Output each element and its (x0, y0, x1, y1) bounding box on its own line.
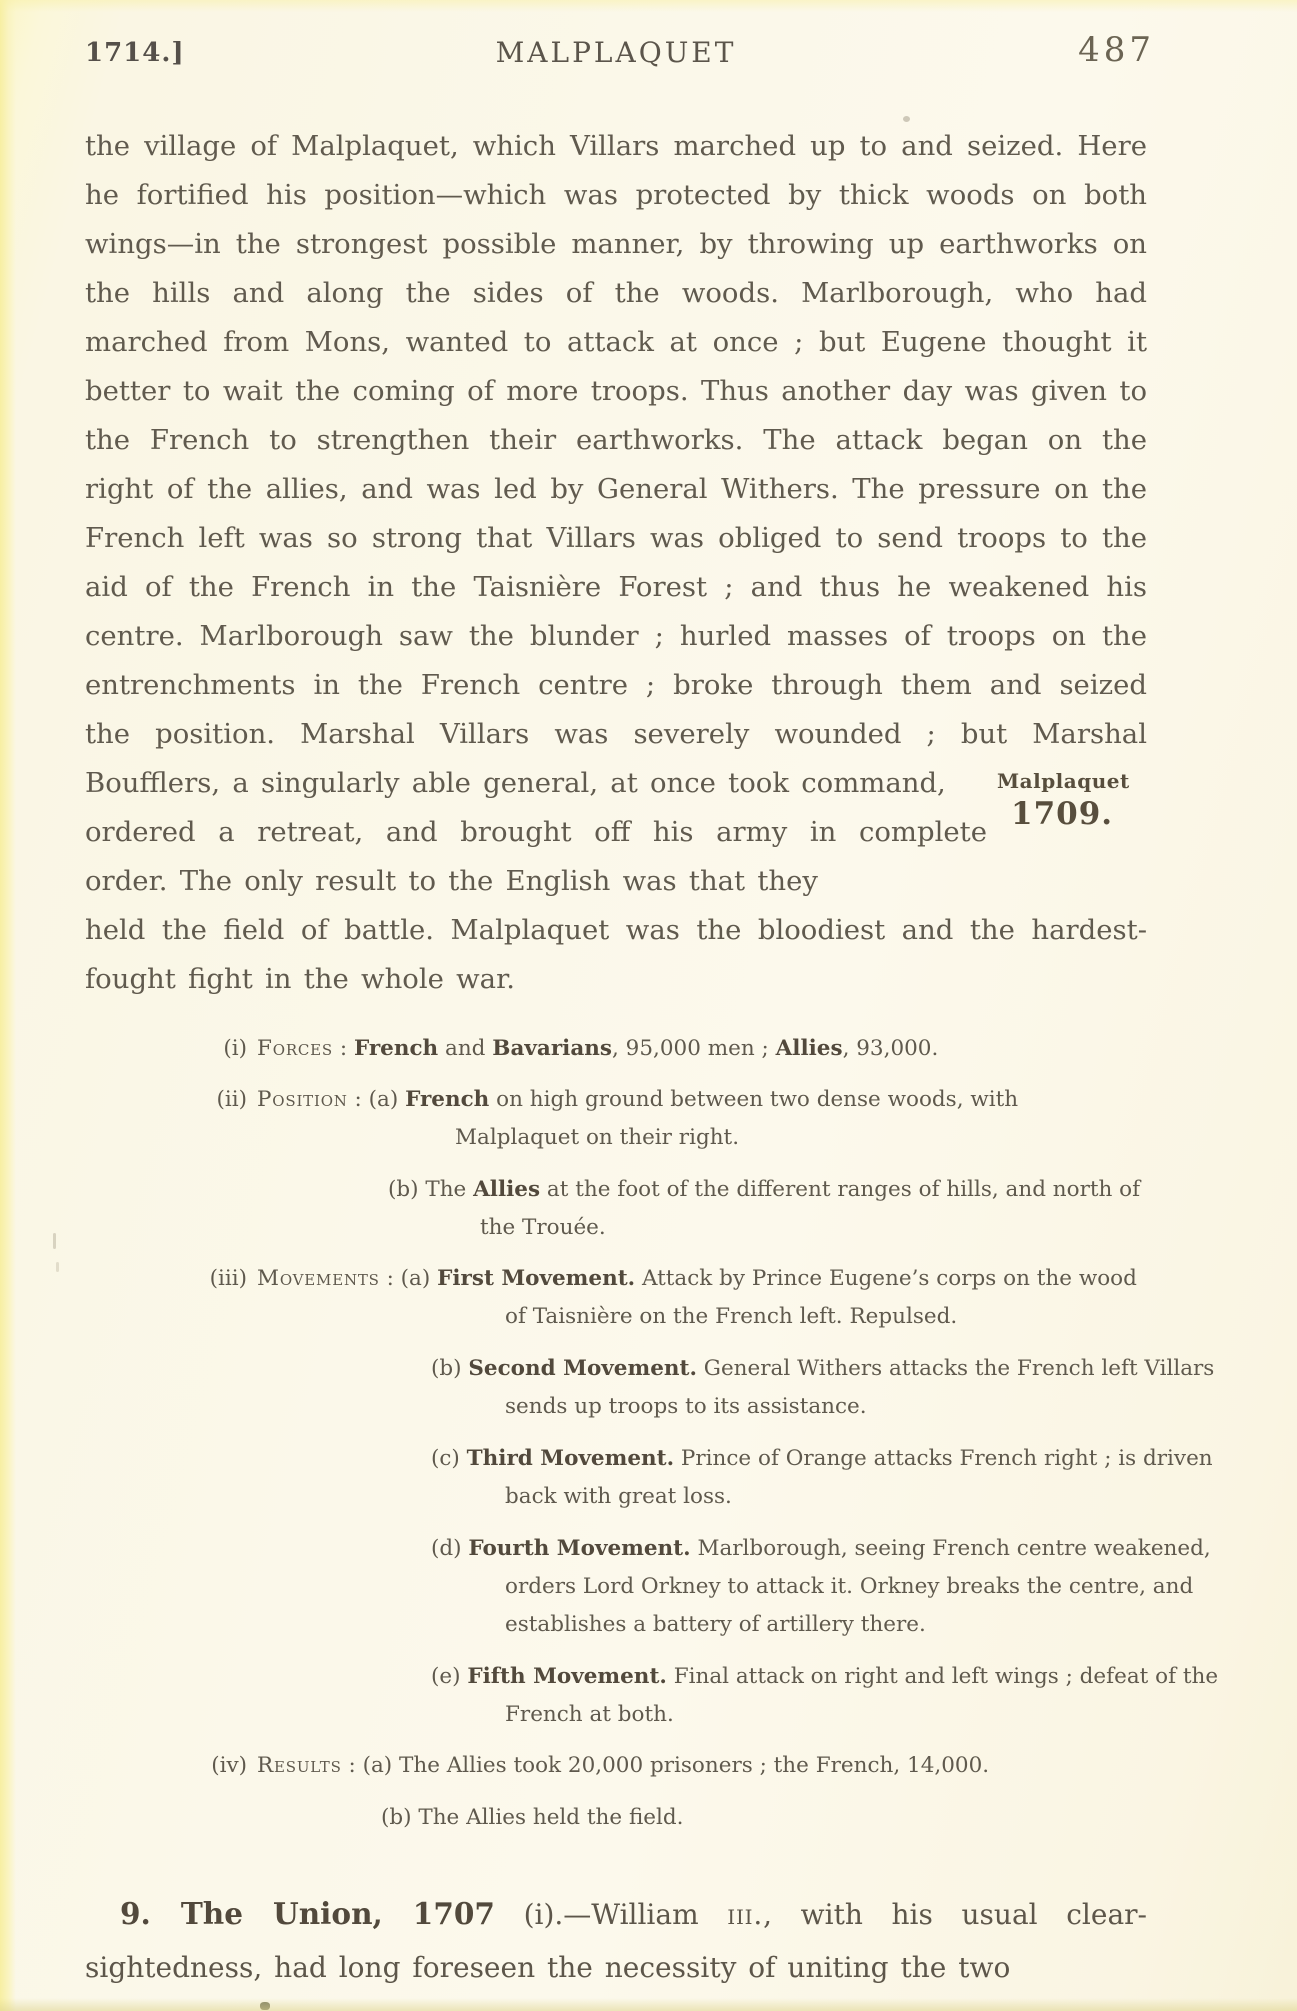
margin-note (997, 770, 1177, 831)
note-position-a (85, 1081, 1147, 1157)
note-movement-fifth: (e) Fifth Movement. Final attack on right and left wings ; defeat of the French at both. (431, 1664, 1219, 1727)
note-position-b: (b) The Allies at the foot of the different ranges of hills, and north of the Trouée. (388, 1177, 1141, 1240)
note-text: Results : (a) The Allies took 20,000 prisoners ; the French, 14,000. (257, 1753, 990, 1778)
note-forces (85, 1030, 1147, 1068)
paragraph-part-b: ordered a retreat, and brought off his army in complete order. The only result to the English was that they (85, 816, 987, 897)
paragraph-part-a: the village of Malplaquet, which Villars marched up to and seized. Here he fortified his position—which was protected by thick woods on both wings—in the strongest possible manner, by throwing up earthworks on the hills and along the sides of the woods. Marlborough, who had marched from Mons, wanted to attack at once ; but Eugene thought it better to wait the coming of more troops. Thus another day was given to the French to strengthen their earthworks. The attack began on the right of the allies, and was led by General Withers. The pressure on the French left was so strong that Villars was obliged to send troops to the aid of the French in the Taisnière Forest ; and thus he weakened his centre. Marlborough saw the blunder ; hurled masses of troops on the entrenchments in the French centre ; broke through them and seized the position. Marshal Villars was severely wounded ; but Marshal Boufflers, a singularly able general, at once took command, (85, 130, 1147, 799)
running-head (85, 30, 1155, 80)
note-roman-numeral: (i) (223, 1036, 247, 1061)
note-movement-fourth: (d) Fourth Movement. Marlborough, seeing French centre weakened, orders Lord Orkney to attack it. Orkney breaks the centre, and establishes a battery of artillery there. (431, 1536, 1211, 1637)
note-results-b: (b) The Allies held the field. (381, 1805, 684, 1830)
note-results-a (85, 1747, 1147, 1785)
margin-note-year: 1709. (1011, 796, 1114, 832)
note-movement-first (85, 1260, 1147, 1336)
section-union-opening: 9. The Union, 1707 (i).—William iii., with his usual clear-sightedness, had long foreseen the necessity of uniting the two (85, 1896, 1147, 1984)
margin-note-title: Malplaquet (997, 769, 1130, 793)
note-text: Forces : French and Bavarians, 95,000 men ; Allies, 93,000. (257, 1036, 939, 1061)
note-roman-numeral: (iv) (211, 1753, 247, 1778)
page-title: MALPLAQUET (495, 36, 737, 69)
paragraph-part-c: held the field of battle. Malplaquet was the bloodiest and the hardest-fought fight in the whole war. (85, 914, 1147, 995)
battle-notes (85, 1030, 1219, 1837)
note-movement-third: (c) Third Movement. Prince of Orange attacks French right ; is driven back with great loss. (431, 1446, 1213, 1509)
page-bottom-edge (0, 1998, 1297, 2011)
note-text: Position : (a) French on high ground between two dense woods, with Malplaquet on their right. (257, 1087, 1019, 1150)
note-movement-second: (b) Second Movement. General Withers attacks the French left Villars sends up troops to its assistance. (431, 1356, 1215, 1419)
note-roman-numeral: (ii) (216, 1087, 247, 1112)
note-text: Movements : (a) First Movement. Attack by Prince Eugene’s corps on the wood of Taisnière on the French left. Repulsed. (257, 1266, 1137, 1329)
paragraph-with-sidenote (85, 769, 1147, 906)
header-year-bracket: 1714.] (85, 38, 185, 68)
ink-speck (260, 2002, 270, 2010)
page-number: 487 (1078, 30, 1155, 70)
note-roman-numeral: (iii) (209, 1266, 247, 1291)
